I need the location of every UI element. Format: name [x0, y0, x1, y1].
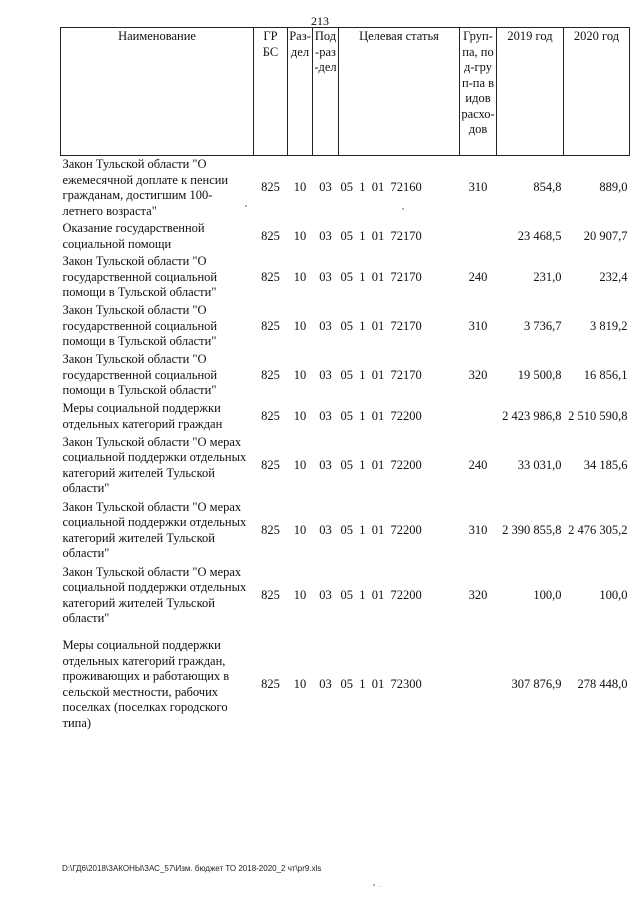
row-grbs: 825	[261, 318, 280, 333]
header-razdel: Раз-дел	[288, 28, 313, 156]
header-2020: 2020 год	[564, 28, 630, 156]
row-2020: 16 856,1	[583, 367, 628, 382]
row-2019: 231,0	[533, 269, 562, 284]
row-2019: 100,0	[533, 587, 562, 602]
row-2019: 3 736,7	[524, 318, 562, 333]
row-grbs: 825	[261, 457, 280, 472]
row-target: 05 1 01 72200	[340, 587, 422, 602]
row-name: Оказание государственной социальной помощи	[62, 221, 205, 251]
table-row	[61, 302, 630, 351]
row-razdel: 10	[293, 676, 307, 691]
header-vid: Груп-па, под-груп-па видов расхо-дов	[460, 28, 497, 156]
row-grbs: 825	[261, 676, 280, 691]
row-grbs: 825	[261, 367, 280, 382]
row-razdel: 10	[293, 228, 307, 243]
row-vid: 320	[468, 587, 488, 602]
row-grbs: 825	[261, 522, 280, 537]
row-name: Меры социальной поддержки отдельных категорий граждан, проживающих и работающих в сельской местности, рабочих поселках (поселках городского типа)	[62, 638, 230, 730]
header-podrazdel: Под-раз-дел	[313, 28, 339, 156]
row-podrazdel: 03	[319, 318, 332, 333]
row-razdel: 10	[293, 318, 307, 333]
page-number: 213	[311, 14, 329, 28]
row-target: 05 1 01 72170	[340, 269, 422, 284]
row-name: Закон Тульской области "О мерах социальной поддержки отдельных категорий жителей Тульской области"	[62, 499, 247, 560]
row-name: Закон Тульской области "О ежемесячной доплате к пенсии гражданам, достигшим 100-летнего возраста"	[62, 157, 229, 218]
row-podrazdel: 03	[319, 408, 332, 423]
row-grbs: 825	[261, 180, 280, 195]
row-2020: 278 448,0	[577, 676, 628, 691]
table-row	[61, 433, 630, 498]
row-razdel: 10	[293, 522, 307, 537]
row-grbs: 825	[261, 269, 280, 284]
row-podrazdel: 03	[319, 676, 332, 691]
row-target: 05 1 01 72200	[340, 522, 422, 537]
row-target: 05 1 01 72170	[340, 228, 422, 243]
row-2019: 19 500,8	[517, 367, 562, 382]
row-vid	[460, 628, 497, 741]
scan-speck	[245, 205, 247, 207]
header-name: Наименование	[61, 28, 254, 156]
file-path-footer: D:\ГД6\2018\ЗАКОНЫ\ЗАС_57\Изм. бюджет ТО 2018-2020_2 чт\pr9.xls	[62, 864, 322, 873]
row-name: Закон Тульской области "О мерах социальной поддержки отдельных категорий жителей Тульской области"	[62, 564, 247, 625]
row-razdel: 10	[293, 457, 307, 472]
row-name: Закон Тульской области "О государственной социальной помощи в Тульской области"	[62, 303, 218, 349]
row-vid: 240	[468, 457, 488, 472]
row-2020: 100,0	[599, 587, 628, 602]
table-row	[61, 220, 630, 253]
row-2020: 34 185,6	[583, 457, 628, 472]
row-podrazdel: 03	[319, 367, 332, 382]
row-target: 05 1 01 72300	[340, 676, 422, 691]
row-razdel: 10	[293, 587, 307, 602]
row-name: Закон Тульской области "О мерах социальной поддержки отдельных категорий жителей Тульской области"	[62, 434, 247, 495]
table-row	[61, 400, 630, 433]
header-grbs: ГРБС	[254, 28, 288, 156]
row-2019: 2 390 855,8	[502, 522, 562, 537]
row-vid	[460, 400, 497, 433]
table-row	[61, 498, 630, 563]
row-razdel: 10	[293, 180, 307, 195]
row-name: Закон Тульской области "О государственной социальной помощи в Тульской области"	[62, 352, 218, 398]
row-vid: 310	[468, 318, 488, 333]
row-razdel: 10	[293, 269, 307, 284]
table-row	[61, 628, 630, 741]
row-vid	[460, 220, 497, 253]
row-grbs: 825	[261, 587, 280, 602]
table-row	[61, 351, 630, 400]
row-vid: 320	[468, 367, 488, 382]
row-razdel: 10	[293, 408, 307, 423]
row-2019: 23 468,5	[517, 228, 562, 243]
row-vid: 240	[468, 269, 488, 284]
row-2020: 232,4	[599, 269, 628, 284]
row-podrazdel: 03	[319, 180, 332, 195]
scan-speck	[380, 886, 381, 887]
row-podrazdel: 03	[319, 457, 332, 472]
row-target: 05 1 01 72170	[340, 318, 422, 333]
row-target: 05 1 01 72170	[340, 367, 422, 382]
row-2020: 889,0	[599, 180, 628, 195]
row-2020: 3 819,2	[590, 318, 628, 333]
budget-table	[60, 27, 630, 741]
scan-speck	[402, 208, 404, 210]
table-row	[61, 563, 630, 628]
row-grbs: 825	[261, 408, 280, 423]
row-podrazdel: 03	[319, 228, 332, 243]
row-name: Меры социальной поддержки отдельных категорий граждан	[62, 401, 223, 431]
row-podrazdel: 03	[319, 522, 332, 537]
row-2019: 2 423 986,8	[502, 408, 562, 423]
row-name: Закон Тульской области "О государственной социальной помощи в Тульской области"	[62, 254, 218, 300]
row-2020: 20 907,7	[583, 228, 628, 243]
row-target: 05 1 01 72200	[340, 408, 422, 423]
row-2019: 854,8	[533, 180, 562, 195]
scan-speck	[373, 884, 375, 886]
table-body	[61, 156, 630, 742]
header-2019: 2019 год	[497, 28, 564, 156]
header-target: Целевая статья	[339, 28, 460, 156]
row-razdel: 10	[293, 367, 307, 382]
row-vid: 310	[468, 180, 488, 195]
row-podrazdel: 03	[319, 587, 332, 602]
row-target: 05 1 01 72200	[340, 457, 422, 472]
table-row	[61, 156, 630, 221]
row-vid: 310	[468, 522, 488, 537]
table-row	[61, 253, 630, 302]
row-2020: 2 510 590,8	[568, 408, 628, 423]
row-podrazdel: 03	[319, 269, 332, 284]
table-header-row	[61, 28, 630, 156]
row-2019: 307 876,9	[511, 676, 562, 691]
row-2020: 2 476 305,2	[568, 522, 628, 537]
row-2019: 33 031,0	[517, 457, 562, 472]
row-grbs: 825	[261, 228, 280, 243]
row-target: 05 1 01 72160	[340, 180, 422, 195]
